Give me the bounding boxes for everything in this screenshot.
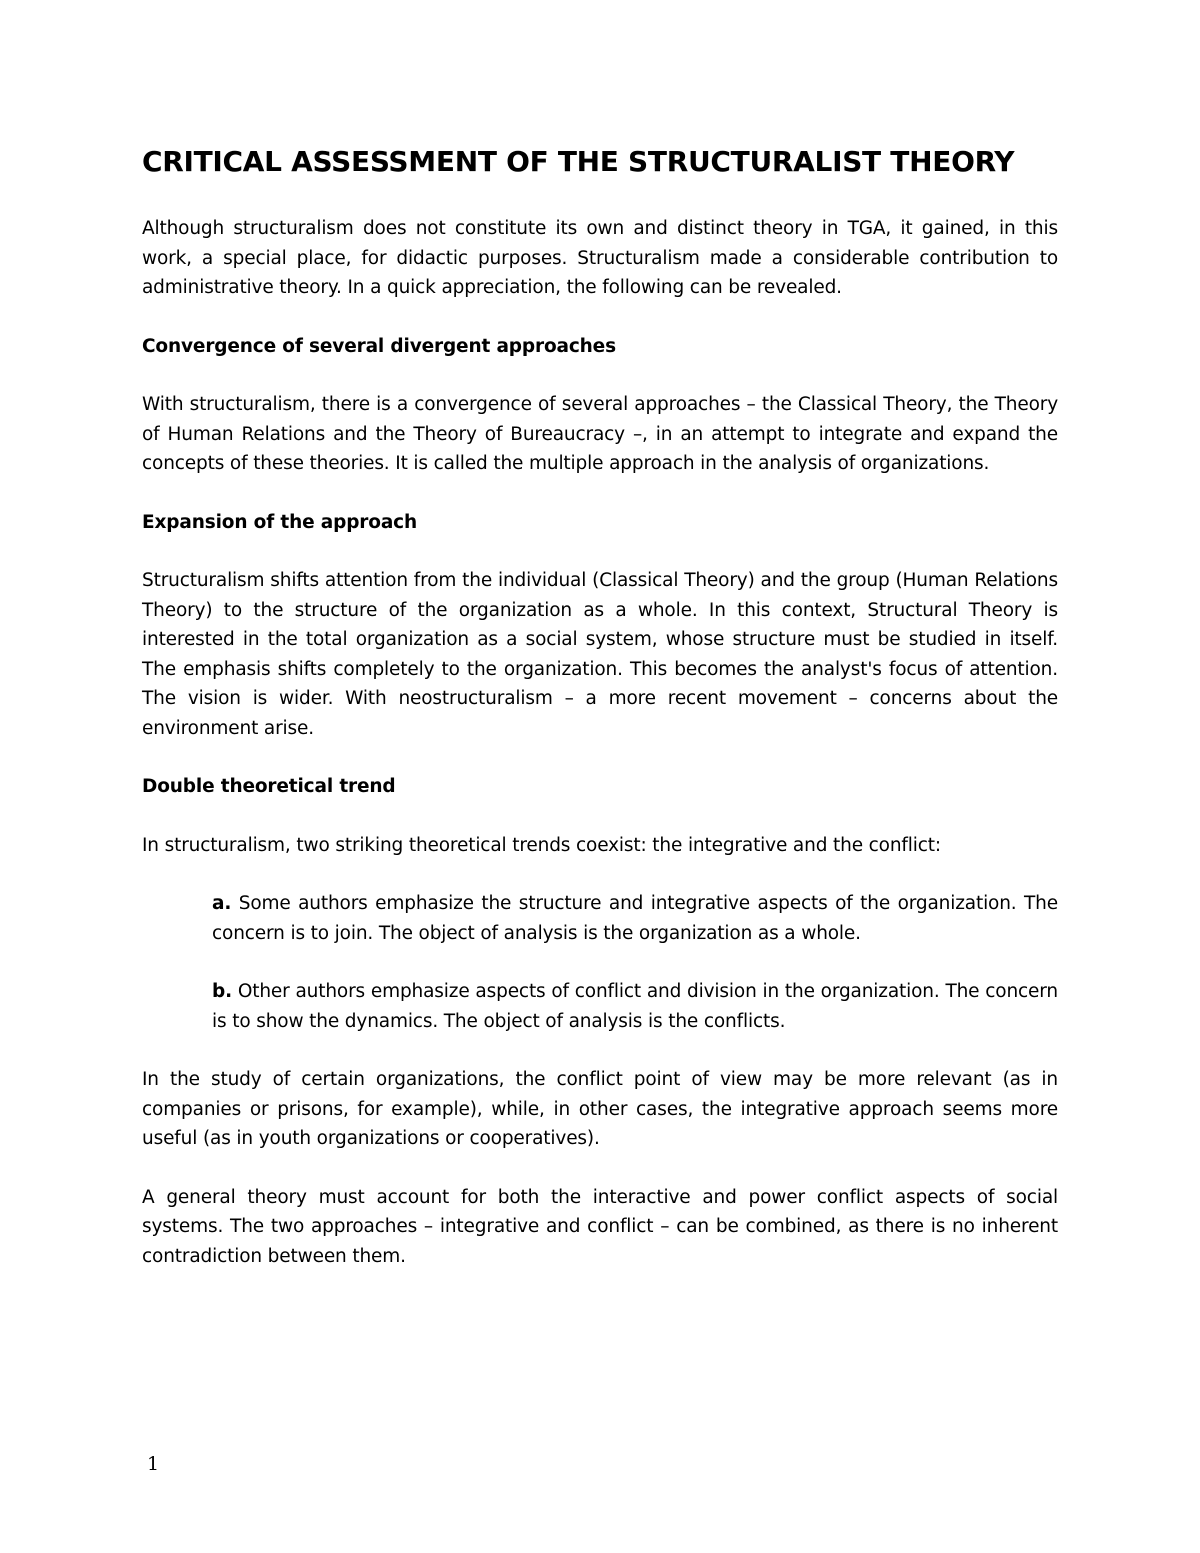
spacer (142, 1154, 1058, 1183)
list-item-a (212, 889, 1058, 948)
list-item-text: Other authors emphasize aspects of conflict and division in the organization. The concern is to show the dynamics. The object of analysis is the conflicts. (212, 981, 1058, 1032)
spacer (142, 303, 1058, 332)
closing-paragraph-1: In the study of certain organizations, the conflict point of view may be more relevant (as in companies or prisons, for example), while, in other cases, the integrative approach seems more useful (as in youth organizations or cooperatives). (142, 1069, 1058, 1149)
intro-paragraph: Although structuralism does not constitute its own and distinct theory in TGA, it gained, in this work, a special place, for didactic purposes. Structuralism made a considerable contribution to administrative theory. In a quick appreciation, the following can be revealed. (142, 218, 1058, 298)
spacer (142, 184, 1058, 214)
section-heading-double-trend: Double theoretical trend (142, 776, 396, 797)
section-body-convergence: With structuralism, there is a convergence of several approaches – the Classical Theory, the Theory of Human Relations and the Theory of Bureaucracy –, in an attempt to integrate and expand the concepts of these theories. It is called the multiple approach in the analysis of organizations. (142, 394, 1058, 474)
list-item-text: Some authors emphasize the structure and integrative aspects of the organization. The concern is to join. The object of analysis is the organization as a whole. (212, 893, 1058, 944)
section-body-double-trend: In structuralism, two striking theoretical trends coexist: the integrative and the conflict: (142, 834, 941, 856)
section-heading-convergence: Convergence of several divergent approaches (142, 335, 616, 357)
spacer (142, 479, 1058, 508)
spacer (142, 361, 1058, 390)
document-page (142, 140, 1058, 1271)
spacer (142, 948, 1058, 977)
spacer (142, 802, 1058, 831)
closing-paragraph-2: A general theory must account for both the interactive and power conflict aspects of social systems. The two approaches – integrative and conflict – can be combined, as there is no inherent contradiction between them. (142, 1186, 1058, 1267)
section-heading-expansion: Expansion of the approach (142, 511, 418, 533)
list-item-b (212, 977, 1058, 1036)
spacer (142, 1036, 1058, 1065)
spacer (142, 537, 1058, 566)
section-body-expansion: Structuralism shifts attention from the individual (Classical Theory) and the group (Human Relations Theory) to the structure of the organization as a whole. In this context, Structural Theory is interested in the total organization as a social system, whose structure must be studied in itself. The emphasis shifts completely to the organization. This becomes the analyst's focus of attention. The vision is wider. With neostructuralism – a more recent movement – concerns about the environment arise. (142, 570, 1058, 739)
spacer (142, 860, 1058, 889)
list-marker: a. (212, 893, 232, 914)
page-number: 1 (147, 1453, 160, 1475)
spacer (142, 743, 1058, 772)
list-marker: b. (212, 981, 232, 1002)
document-title: CRITICAL ASSESSMENT OF THE STRUCTURALIST THEORY (142, 145, 1015, 178)
